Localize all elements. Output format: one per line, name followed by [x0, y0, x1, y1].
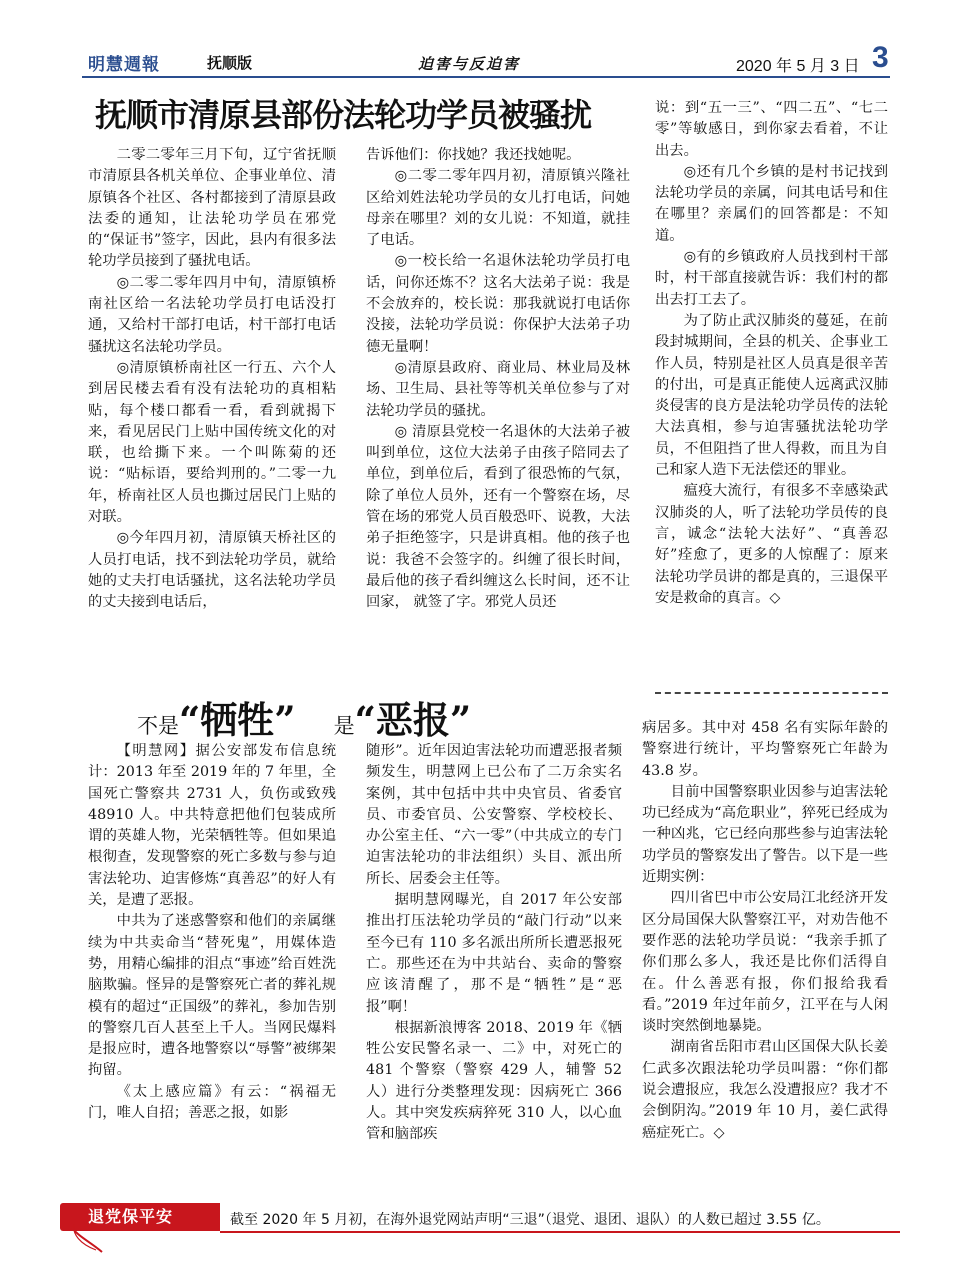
- paragraph: 根据新浪博客 2018、2019 年《牺牲公安民警名录一、二》中，对死亡的 481 个警察（警察 429 人，辅警 52 人）进行分类整理发现：因病死亡 366 人。其中突发疾病猝死 310 人，以心血管和脑部疾: [366, 1019, 622, 1143]
- paragraph: 【明慧网】据公安部发布信息统计：2013 年至 2019 年的 7 年里，全国死亡警察共 2731 人，负伤或致残 48910 人。中共特意把他们包装成所谓的英雄人物，光荣牺牲等。但如果追根彻查，发现警察的死亡多数与参与迫害法轮功、迫害修炼“真善忍”的好人有关，是遭了恶报。: [88, 743, 336, 909]
- paragraph: ◎清原镇桥南社区一行五、六个人到居民楼去看有没有法轮功的真相粘贴，每个楼口都看一看，看到就揭下来，看见居民门上贴中国传统文化的对联，也给撕下来。一个叫陈菊的还说：“贴标语，要给判刑的。”二零一九年，桥南社区人员也撕过居民门上贴的对联。: [88, 359, 336, 526]
- page-number: 3: [872, 41, 889, 74]
- footer-tag: 退党保平安: [60, 1203, 220, 1231]
- paragraph-continued: 告诉他们：你找她？我还找她呢。: [366, 147, 581, 163]
- paragraph: ◎二零二零年四月中旬，清原镇桥南社区给一名法轮功学员打电话没打通，又给村干部打电话，村干部打电话骚扰这名法轮功学员。: [88, 274, 336, 355]
- article-divider: [655, 692, 888, 694]
- paragraph: 四川省巴中市公安局江北经济开发区分局国保大队警察江平，对劝告他不要作恶的法轮功学员说：“我亲手抓了你们那么多人，我还是比你们活得自在。什么善恶有报，你们报给我看看。”2019 年过年前夕，江平在与人闲谈时突然倒地暴毙。: [642, 890, 888, 1035]
- paragraph: ◎有的乡镇政府人员找到村干部时，村干部直接就告诉：我们村的都出去打工去了。: [655, 249, 888, 308]
- title-word-emphasis: “恶报”: [354, 698, 472, 742]
- paragraph: ◎ 清原县党校一名退休的大法弟子被叫到单位，这位大法弟子由孩子陪同去了单位，到单位后，看到了很恐怖的气氛，除了单位人员外，还有一个警察在场，尽管在场的邪党人员百般恐吓、说教，大法弟子拒绝签字，只是讲真相。他的孩子也说：我爸不会签字的。纠缠了很长时间，最后他的孩子看纠缠这么长时间，还不让回家， 就签了字。邪党人员还: [366, 423, 630, 611]
- paragraph-continued: 说：到“五一三”、“四二五”、“七二零”等敏感日，到你家去看着，不让出去。: [655, 100, 888, 159]
- paragraph: 湖南省岳阳市君山区国保大队长姜仁武多次跟法轮功学员叫嚣：“你们都说会遭报应，我怎么没遭报应？我才不会倒阴沟。”2019 年 10 月，姜仁武得癌症死亡。◇: [642, 1039, 888, 1141]
- article2-column-3: [642, 718, 888, 1144]
- ribbon-icon: [66, 1224, 106, 1254]
- paragraph: ◎清原县政府、商业局、林业局及林场、卫生局、县社等等机关单位参与了对法轮功学员的骚扰。: [366, 359, 630, 419]
- article2-title: [137, 690, 471, 744]
- article1-title: 抚顺市清原县部份法轮功学员被骚扰: [95, 96, 592, 134]
- paragraph-continued: 随形”。近年因迫害法轮功而遭恶报者频频发生，明慧网上已公布了二万余实名案例，其中包括中共中央官员、省委官员、市委官员、公安警察、学校校长、办公室主任、“六一零”（中共成立的专门迫害法轮功的非法组织）头目、派出所所长、居委会主任等。: [366, 743, 622, 887]
- paragraph-continued: 病居多。其中对 458 名有实际年龄的警察进行统计，平均警察死亡年龄为 43.8 岁。: [642, 720, 888, 779]
- paragraph: 为了防止武汉肺炎的蔓延，在前段封城期间，全县的机关、企事业工作人员，特别是社区人员真是很辛苦的付出，可是真正能使人远离武汉肺炎侵害的良方是法轮功学员传的法轮大法真相，参与迫害骚扰法轮功学员，不但阻挡了世人得救，而且为自己和家人造下无法偿还的罪业。: [655, 312, 888, 479]
- paragraph: 据明慧网曝光，自 2017 年公安部推出打压法轮功学员的“敲门行动”以来至今已有 110 多名派出所所长遭恶报死亡。那些还在为中共站台、卖命的警察应该清醒了，那不是“牺牲”是“恶报”啊！: [366, 892, 622, 1015]
- paragraph: 瘟疫大流行，有很多不幸感染武汉肺炎的人，听了法轮功学员传的良言，诚念“法轮大法好”、“真善忍好”痊愈了，更多的人惊醒了：原来法轮功学员讲的都是真的，三退保平安是救命的真言。◇: [655, 483, 888, 606]
- paragraph: 目前中国警察职业因参与迫害法轮功已经成为“高危职业”，猝死已经成为一种凶兆，它已经向那些参与迫害法轮功学员的警察发出了警告。以下是一些近期实例：: [642, 783, 888, 886]
- paragraph: ◎今年四月初，清原镇天桥社区的人员打电话，找不到法轮功学员，就给她的丈夫打电话骚扰，这名法轮功学员的丈夫接到电话后，: [88, 530, 336, 611]
- paragraph: ◎还有几个乡镇的是村书记找到法轮功学员的亲属，问其电话号和住在哪里？亲属们的回答都是：不知道。: [655, 163, 888, 244]
- title-word: 不是: [137, 714, 179, 738]
- paragraph: 《太上感应篇》有云：“祸福无门，唯人自招；善恶之报，如影: [88, 1083, 336, 1122]
- header-divider: [82, 76, 890, 78]
- paragraph: 中共为了迷惑警察和他们的亲属继续为中共卖命当“替死鬼”，用媒体造势，用精心编排的泪点“事迹”给百姓洗脑欺骗。怪异的是警察死亡者的葬礼规模有的超过“正国级”的葬礼，参加告别的警察几百人甚至上千人。当网民爆料是报应时，遭各地警察以“辱警”被绑架拘留。: [88, 913, 336, 1079]
- paragraph: ◎一校长给一名退休法轮功学员打电话，问你还炼不？这名大法弟子说：我是不会放弃的，校长说：那我就说打电话你没接，法轮功学员说：你保护大法弟子功德无量啊！: [366, 253, 630, 355]
- paragraph: 二零二零年三月下旬，辽宁省抚顺市清原县各机关单位、企事业单位、清原镇各个社区、各村都接到了清原县政法委的通知，让法轮功学员在邪党的“保证书”签字，因此，县内有很多法轮功学员接到了骚扰电话。: [88, 147, 336, 270]
- issue-date: 2020 年 5 月 3 日: [736, 58, 860, 75]
- article1-column-3: [655, 98, 888, 609]
- article1-column-1: [88, 145, 336, 614]
- article2-column-1: [88, 741, 336, 1124]
- title-word-emphasis: “牺牲”: [179, 698, 296, 742]
- edition-label: 抚顺版: [207, 54, 253, 72]
- article1-column-2: [366, 145, 630, 614]
- title-word: 是: [333, 714, 355, 738]
- newspaper-brand: 明慧週報: [88, 55, 160, 75]
- article2-column-2: [366, 741, 622, 1146]
- paragraph: ◎二零二零年四月初，清原镇兴隆社区给刘姓法轮功学员的女儿打电话，问她母亲在哪里？刘的女儿说：不知道，就挂了电话。: [366, 168, 630, 249]
- section-title: 迫害与反迫害: [418, 55, 521, 73]
- footer-statement: 截至 2020 年 5 月初，在海外退党网站声明“三退”（退党、退团、退队）的人数已超过 3.55 亿。: [230, 1212, 830, 1228]
